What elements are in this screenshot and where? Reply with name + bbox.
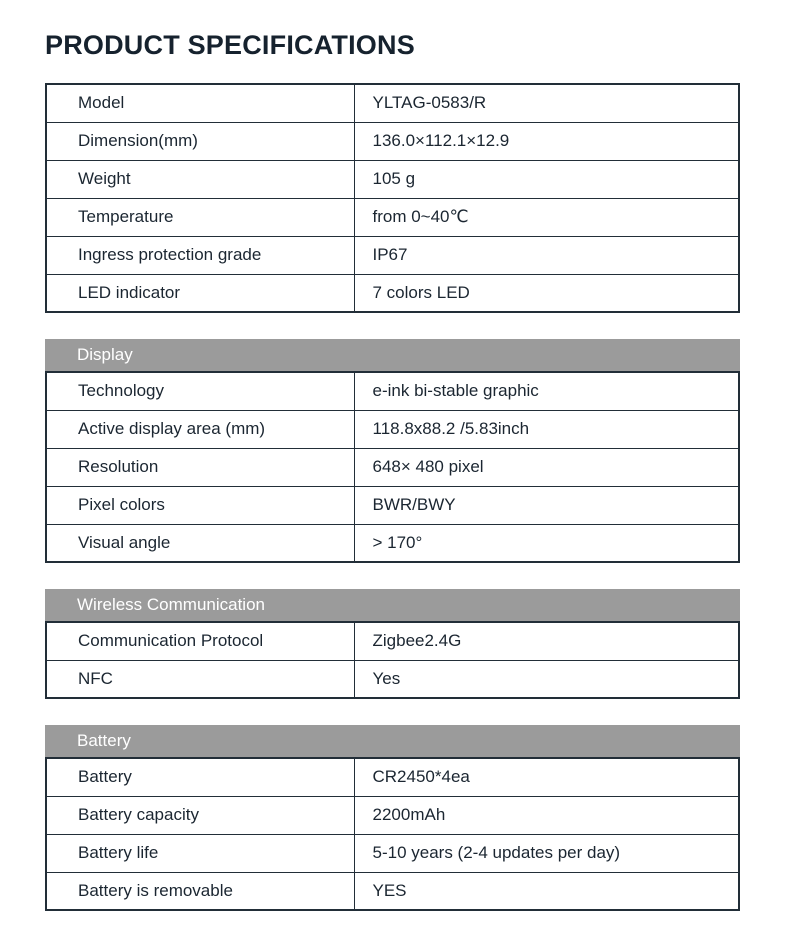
spec-value: 136.0×112.1×12.9 xyxy=(354,122,739,160)
spec-value: CR2450*4ea xyxy=(354,758,739,796)
table-row xyxy=(46,796,739,834)
spec-label: Ingress protection grade xyxy=(46,236,354,274)
table-row xyxy=(46,486,739,524)
section-header-wireless: Wireless Communication xyxy=(45,589,740,621)
spec-label: Weight xyxy=(46,160,354,198)
table-row xyxy=(46,660,739,698)
spec-label: Battery life xyxy=(46,834,354,872)
table-row xyxy=(46,622,739,660)
table-row xyxy=(46,372,739,410)
table-row xyxy=(46,236,739,274)
table-row xyxy=(46,758,739,796)
spec-value: 2200mAh xyxy=(354,796,739,834)
spec-label: Temperature xyxy=(46,198,354,236)
spec-label: Pixel colors xyxy=(46,486,354,524)
table-row xyxy=(46,448,739,486)
spec-label: Battery capacity xyxy=(46,796,354,834)
spec-label: Model xyxy=(46,84,354,122)
table-row xyxy=(46,122,739,160)
section-header-battery: Battery xyxy=(45,725,740,757)
spec-value: YES xyxy=(354,872,739,910)
table-row xyxy=(46,872,739,910)
spec-value: IP67 xyxy=(354,236,739,274)
spec-label: Visual angle xyxy=(46,524,354,562)
table-row xyxy=(46,524,739,562)
section-display xyxy=(45,339,740,563)
spec-value: 7 colors LED xyxy=(354,274,739,312)
spec-value: YLTAG-0583/R xyxy=(354,84,739,122)
spec-label: Communication Protocol xyxy=(46,622,354,660)
spec-table-display xyxy=(45,371,740,563)
spec-value: BWR/BWY xyxy=(354,486,739,524)
spec-value: 118.8x88.2 /5.83inch xyxy=(354,410,739,448)
table-row xyxy=(46,198,739,236)
spec-label: Battery xyxy=(46,758,354,796)
spec-value: Zigbee2.4G xyxy=(354,622,739,660)
spec-value: from 0~40℃ xyxy=(354,198,739,236)
spec-table-general xyxy=(45,83,740,313)
spec-value: > 170° xyxy=(354,524,739,562)
spec-value: 648× 480 pixel xyxy=(354,448,739,486)
table-row xyxy=(46,84,739,122)
spec-label: Battery is removable xyxy=(46,872,354,910)
spec-label: NFC xyxy=(46,660,354,698)
spec-label: LED indicator xyxy=(46,274,354,312)
table-row xyxy=(46,834,739,872)
spec-table-wireless xyxy=(45,621,740,699)
page-title: PRODUCT SPECIFICATIONS xyxy=(45,30,415,60)
spec-table-battery xyxy=(45,757,740,911)
spec-label: Resolution xyxy=(46,448,354,486)
section-general xyxy=(45,83,740,313)
spec-label: Active display area (mm) xyxy=(46,410,354,448)
spec-value: Yes xyxy=(354,660,739,698)
section-header-display: Display xyxy=(45,339,740,371)
spec-label: Technology xyxy=(46,372,354,410)
section-wireless xyxy=(45,589,740,699)
spec-value: 105 g xyxy=(354,160,739,198)
table-row xyxy=(46,160,739,198)
spec-value: e-ink bi-stable graphic xyxy=(354,372,739,410)
table-row xyxy=(46,274,739,312)
section-battery xyxy=(45,725,740,911)
table-row xyxy=(46,410,739,448)
spec-label: Dimension(mm) xyxy=(46,122,354,160)
spec-value: 5-10 years (2-4 updates per day) xyxy=(354,834,739,872)
